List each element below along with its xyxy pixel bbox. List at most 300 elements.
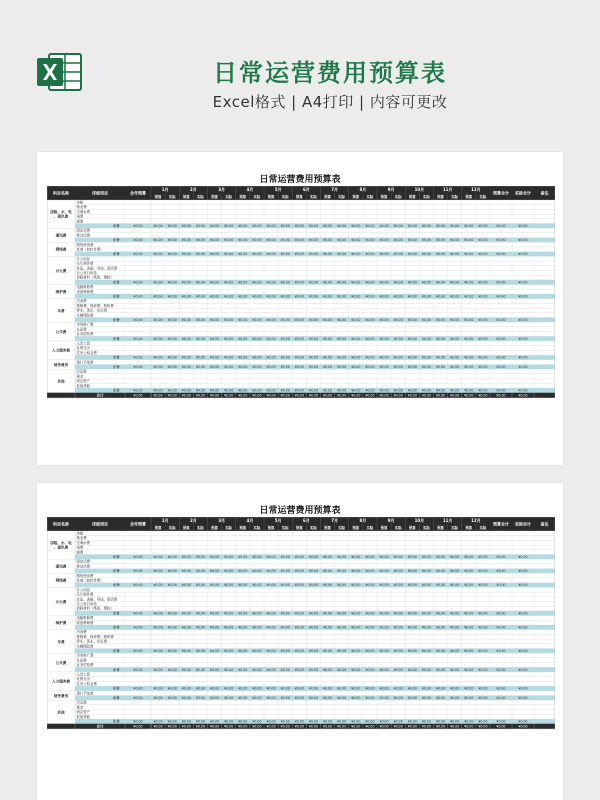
cell-value: ¥0.00 xyxy=(337,696,347,700)
item-label: 住房公积金费 xyxy=(76,350,97,355)
cell-value: ¥0.00 xyxy=(351,388,361,393)
table-row xyxy=(75,379,555,384)
table-row xyxy=(75,639,555,644)
cell-value: ¥0.00 xyxy=(435,318,446,322)
total-value: ¥0.00 xyxy=(496,724,506,729)
total-value: ¥0.00 xyxy=(181,393,191,398)
cell-value: ¥0.00 xyxy=(322,388,333,393)
cell-value: ¥0.00 xyxy=(351,686,361,691)
cell-value: ¥0.00 xyxy=(435,696,446,700)
cell-value: ¥0.00 xyxy=(322,649,333,653)
cell-value: ¥0.00 xyxy=(379,583,389,588)
total-value: ¥0.00 xyxy=(435,724,446,729)
cell-value: ¥0.00 xyxy=(252,280,262,285)
category-label: 、通讯费 xyxy=(53,545,69,550)
cell-value: ¥0.00 xyxy=(450,583,460,588)
header-actual: 实际 xyxy=(253,195,261,199)
cell-value: ¥0.00 xyxy=(337,667,347,672)
cell-value: ¥0.00 xyxy=(280,365,290,369)
total-value: ¥0.00 xyxy=(167,393,177,398)
cell-value: ¥0.00 xyxy=(153,318,163,322)
item-label: 电费 xyxy=(76,545,84,550)
header-month: 7月 xyxy=(331,518,339,523)
cell-value: ¥0.00 xyxy=(496,318,506,322)
cell-value: ¥0.00 xyxy=(224,336,234,341)
header-actual: 实际 xyxy=(479,526,487,530)
table-row xyxy=(75,550,555,555)
header-month: 7月 xyxy=(331,187,339,192)
category-label: 财务费用 xyxy=(53,693,69,698)
cell-value: ¥0.00 xyxy=(337,555,347,559)
table-row xyxy=(75,271,555,276)
cell-value: ¥0.00 xyxy=(421,667,432,672)
cell-value: ¥0.00 xyxy=(238,583,248,588)
cell-value: ¥0.00 xyxy=(238,569,248,574)
cell-value: ¥0.00 xyxy=(266,388,276,393)
table-row xyxy=(75,592,555,597)
cell-value: ¥0.00 xyxy=(224,569,234,574)
cell-value: ¥0.00 xyxy=(195,649,206,653)
cell-value: ¥0.00 xyxy=(478,318,488,322)
spreadsheet-preview-1 xyxy=(37,152,563,465)
total-value: ¥0.00 xyxy=(252,393,262,398)
cell-value: ¥0.00 xyxy=(238,336,248,341)
cell-value: ¥0.00 xyxy=(496,667,506,672)
header-category: 科目名称 xyxy=(53,190,69,196)
cell-value: ¥0.00 xyxy=(379,365,389,369)
cell-value: ¥0.00 xyxy=(133,555,143,559)
cell-value: ¥0.00 xyxy=(351,294,361,299)
cell-value: ¥0.00 xyxy=(379,355,389,360)
header-actual: 实际 xyxy=(168,195,176,199)
cell-value: ¥0.00 xyxy=(238,252,248,257)
item-label: 固定话费 xyxy=(76,559,91,564)
table-row xyxy=(75,644,555,649)
header-note: 备注 xyxy=(540,190,549,196)
header-budget: 预算 xyxy=(380,195,388,199)
cell-value: ¥0.00 xyxy=(478,719,488,724)
total-value: ¥0.00 xyxy=(337,724,347,729)
header-month: 12月 xyxy=(471,187,481,192)
cell-value: ¥0.00 xyxy=(153,649,163,653)
table-row xyxy=(75,691,555,696)
cell-value: ¥0.00 xyxy=(478,625,488,630)
cell-value: ¥0.00 xyxy=(209,252,220,257)
cell-value: ¥0.00 xyxy=(308,365,319,369)
table-row xyxy=(75,672,555,677)
total-value: ¥0.00 xyxy=(518,724,528,729)
item-label: 车辆保险费 xyxy=(76,644,94,649)
total-value: ¥0.00 xyxy=(322,393,333,398)
cell-value: ¥0.00 xyxy=(393,583,403,588)
cell-value: ¥0.00 xyxy=(518,569,528,574)
cell-value: ¥0.00 xyxy=(280,667,290,672)
header-budget: 预算 xyxy=(267,526,275,530)
excel-logo-icon xyxy=(35,50,83,94)
table-row xyxy=(75,332,555,337)
item-label: 汽油费 xyxy=(76,630,87,635)
cell-value: ¥0.00 xyxy=(195,719,206,724)
cell-value: ¥0.00 xyxy=(195,318,206,322)
item-label: 其他（如软件费） xyxy=(76,578,104,583)
cell-value: ¥0.00 xyxy=(464,294,474,299)
item-label: 暖费 xyxy=(76,550,84,555)
cell-value: ¥0.00 xyxy=(308,649,319,653)
item-label: 税金 xyxy=(76,374,84,379)
subtotal-label: 小计 xyxy=(113,224,120,228)
cell-value: ¥0.00 xyxy=(496,252,506,257)
cell-value: ¥0.00 xyxy=(365,569,375,574)
total-value: ¥0.00 xyxy=(351,724,361,729)
cell-value: ¥0.00 xyxy=(393,719,403,724)
cell-value: ¥0.00 xyxy=(252,719,262,724)
total-value: ¥0.00 xyxy=(379,393,389,398)
cell-value: ¥0.00 xyxy=(421,611,432,616)
cell-value: ¥0.00 xyxy=(280,611,290,616)
item-label: 房租 xyxy=(76,531,84,536)
cell-value: ¥0.00 xyxy=(209,388,220,393)
total-value: ¥0.00 xyxy=(266,724,276,729)
cell-value: ¥0.00 xyxy=(252,252,262,257)
item-label: 低值易耗 xyxy=(76,714,91,719)
cell-value: ¥0.00 xyxy=(181,318,191,322)
table-row xyxy=(75,350,555,355)
table-row xyxy=(75,634,555,639)
cell-value: ¥0.00 xyxy=(238,611,248,616)
header-actual: 实际 xyxy=(225,526,233,530)
cell-value: ¥0.00 xyxy=(308,294,319,299)
cell-value: ¥0.00 xyxy=(393,388,403,393)
subtotal-label: 小计 xyxy=(113,583,120,588)
cell-value: ¥0.00 xyxy=(393,667,403,672)
cell-value: ¥0.00 xyxy=(322,355,333,360)
cell-value: ¥0.00 xyxy=(351,625,361,630)
item-label: 消耗材料（纸张、墨粉） xyxy=(76,606,114,611)
total-value: ¥0.00 xyxy=(450,724,460,729)
cell-value: ¥0.00 xyxy=(280,238,290,243)
subtotal-label: 小计 xyxy=(113,280,120,285)
cell-value: ¥0.00 xyxy=(252,336,262,341)
item-label: 物业费 xyxy=(76,536,87,541)
cell-value: ¥0.00 xyxy=(435,719,446,724)
cell-value: ¥0.00 xyxy=(351,583,361,588)
table-row xyxy=(75,299,555,304)
cell-value: ¥0.00 xyxy=(238,388,248,393)
cell-value: ¥0.00 xyxy=(393,696,403,700)
cell-value: ¥0.00 xyxy=(153,355,163,360)
cell-value: ¥0.00 xyxy=(280,252,290,257)
table-row xyxy=(75,346,555,351)
cell-value: ¥0.00 xyxy=(478,649,488,653)
cell-value: ¥0.00 xyxy=(266,355,276,360)
header-month: 3月 xyxy=(218,518,226,523)
cell-value: ¥0.00 xyxy=(280,686,290,691)
header-month: 9月 xyxy=(387,187,395,192)
cell-value: ¥0.00 xyxy=(167,719,177,724)
item-label: 维修费、保养费、路桥费 xyxy=(76,303,114,308)
cell-value: ¥0.00 xyxy=(294,355,304,360)
table-row xyxy=(75,205,555,210)
cell-value: ¥0.00 xyxy=(365,611,375,616)
cell-value: ¥0.00 xyxy=(209,667,220,672)
category-label: 房租、水、电 xyxy=(50,210,72,215)
item-label: 市场推广费 xyxy=(76,322,94,327)
item-label: 车辆保险费 xyxy=(76,313,94,318)
header-budget: 预算 xyxy=(408,195,416,199)
cell-value: ¥0.00 xyxy=(518,649,528,653)
cell-value: ¥0.00 xyxy=(450,719,460,724)
cell-value: ¥0.00 xyxy=(238,318,248,322)
cell-value: ¥0.00 xyxy=(195,696,206,700)
cell-value: ¥0.00 xyxy=(133,365,143,369)
table-row xyxy=(75,200,555,205)
category-label: 、通讯费 xyxy=(53,214,69,219)
cell-value: ¥0.00 xyxy=(167,238,177,243)
table-row xyxy=(75,360,555,365)
cell-value: ¥0.00 xyxy=(322,667,333,672)
cell-value: ¥0.00 xyxy=(224,294,234,299)
table-row xyxy=(75,663,555,668)
cell-value: ¥0.00 xyxy=(393,318,403,322)
table-row xyxy=(75,341,555,346)
cell-value: ¥0.00 xyxy=(252,583,262,588)
cell-value: ¥0.00 xyxy=(450,649,460,653)
table-row xyxy=(75,275,555,280)
total-value: ¥0.00 xyxy=(195,724,206,729)
cell-value: ¥0.00 xyxy=(308,280,319,285)
cell-value: ¥0.00 xyxy=(496,649,506,653)
table-row xyxy=(75,714,555,719)
cell-value: ¥0.00 xyxy=(518,388,528,393)
item-label: 市场推广费 xyxy=(76,653,94,658)
table-row xyxy=(75,616,555,621)
item-label: 设备维修费 xyxy=(76,620,94,625)
cell-value: ¥0.00 xyxy=(407,252,417,257)
cell-value: ¥0.00 xyxy=(133,388,143,393)
table-row xyxy=(75,653,555,658)
cell-value: ¥0.00 xyxy=(435,252,446,257)
subtotal-label: 小计 xyxy=(113,355,120,360)
cell-value: ¥0.00 xyxy=(421,569,432,574)
cell-value: ¥0.00 xyxy=(224,252,234,257)
header-budget: 预算 xyxy=(182,195,190,199)
subtotal-label: 小计 xyxy=(113,238,120,243)
subtotal-label: 小计 xyxy=(113,719,120,724)
cell-value: ¥0.00 xyxy=(365,583,375,588)
header-budget: 预算 xyxy=(154,195,162,199)
cell-value: ¥0.00 xyxy=(209,569,220,574)
cell-value: ¥0.00 xyxy=(365,355,375,360)
cell-value: ¥0.00 xyxy=(294,611,304,616)
cell-value: ¥0.00 xyxy=(294,280,304,285)
cell-value: ¥0.00 xyxy=(133,318,143,322)
cell-value: ¥0.00 xyxy=(181,667,191,672)
cell-value: ¥0.00 xyxy=(464,583,474,588)
total-value: ¥0.00 xyxy=(450,393,460,398)
cell-value: ¥0.00 xyxy=(252,318,262,322)
cell-value: ¥0.00 xyxy=(407,719,417,724)
total-value: ¥0.00 xyxy=(308,393,319,398)
header-actual: 实际 xyxy=(394,526,402,530)
cell-value: ¥0.00 xyxy=(308,388,319,393)
cell-value: ¥0.00 xyxy=(435,625,446,630)
header-month: 1月 xyxy=(161,518,169,523)
subtotal-label: 小计 xyxy=(113,336,120,341)
cell-value: ¥0.00 xyxy=(280,388,290,393)
cell-value: ¥0.00 xyxy=(496,569,506,574)
cell-value: ¥0.00 xyxy=(393,294,403,299)
cell-value: ¥0.00 xyxy=(195,555,206,559)
cell-value: ¥0.00 xyxy=(280,649,290,653)
cell-value: ¥0.00 xyxy=(266,719,276,724)
cell-value: ¥0.00 xyxy=(209,355,220,360)
cell-value: ¥0.00 xyxy=(450,611,460,616)
cell-value: ¥0.00 xyxy=(252,696,262,700)
cell-value: ¥0.00 xyxy=(379,280,389,285)
cell-value: ¥0.00 xyxy=(266,625,276,630)
category-label: 办公费 xyxy=(55,599,67,604)
cell-value: ¥0.00 xyxy=(252,611,262,616)
cell-value: ¥0.00 xyxy=(478,336,488,341)
cell-value: ¥0.00 xyxy=(337,336,347,341)
table-row xyxy=(75,658,555,663)
cell-value: ¥0.00 xyxy=(337,719,347,724)
cell-value: ¥0.00 xyxy=(407,686,417,691)
cell-value: ¥0.00 xyxy=(496,365,506,369)
cell-value: ¥0.00 xyxy=(518,555,528,559)
header-month: 4月 xyxy=(246,518,254,523)
category-label: 通讯费 xyxy=(55,564,67,569)
cell-value: ¥0.00 xyxy=(153,238,163,243)
total-value: ¥0.00 xyxy=(464,724,474,729)
cell-value: ¥0.00 xyxy=(337,388,347,393)
cell-value: ¥0.00 xyxy=(294,224,304,228)
cell-value: ¥0.00 xyxy=(407,355,417,360)
cell-value: ¥0.00 xyxy=(238,294,248,299)
cell-value: ¥0.00 xyxy=(478,569,488,574)
header-budget: 预算 xyxy=(352,195,360,199)
header-note: 备注 xyxy=(540,521,549,527)
cell-value: ¥0.00 xyxy=(181,365,191,369)
cell-value: ¥0.00 xyxy=(421,365,432,369)
cell-value: ¥0.00 xyxy=(322,318,333,322)
total-value: ¥0.00 xyxy=(322,724,333,729)
total-value: ¥0.00 xyxy=(195,393,206,398)
subtotal-label: 小计 xyxy=(113,365,120,369)
cell-value: ¥0.00 xyxy=(133,569,143,574)
table-row xyxy=(75,266,555,271)
cell-value: ¥0.00 xyxy=(435,611,446,616)
cell-value: ¥0.00 xyxy=(518,625,528,630)
total-value: ¥0.00 xyxy=(224,724,234,729)
cell-value: ¥0.00 xyxy=(153,252,163,257)
cell-value: ¥0.00 xyxy=(167,336,177,341)
item-label: 维修费、保养费、路桥费 xyxy=(76,634,114,639)
cell-value: ¥0.00 xyxy=(167,625,177,630)
total-value: ¥0.00 xyxy=(365,393,375,398)
cell-value: ¥0.00 xyxy=(379,238,389,243)
header-actual: 实际 xyxy=(310,526,317,530)
cell-value: ¥0.00 xyxy=(224,555,234,559)
cell-value: ¥0.00 xyxy=(450,355,460,360)
cell-value: ¥0.00 xyxy=(224,365,234,369)
cell-value: ¥0.00 xyxy=(464,611,474,616)
cell-value: ¥0.00 xyxy=(294,625,304,630)
cell-value: ¥0.00 xyxy=(435,388,446,393)
cell-value: ¥0.00 xyxy=(153,696,163,700)
cell-value: ¥0.00 xyxy=(224,696,234,700)
cell-value: ¥0.00 xyxy=(407,294,417,299)
cell-value: ¥0.00 xyxy=(407,625,417,630)
cell-value: ¥0.00 xyxy=(266,294,276,299)
cell-value: ¥0.00 xyxy=(351,238,361,243)
cell-value: ¥0.00 xyxy=(167,355,177,360)
cell-value: ¥0.00 xyxy=(450,224,460,228)
header-actual: 实际 xyxy=(366,526,374,530)
cell-value: ¥0.00 xyxy=(351,667,361,672)
cell-value: ¥0.00 xyxy=(450,686,460,691)
cell-value: ¥0.00 xyxy=(294,686,304,691)
cell-value: ¥0.00 xyxy=(365,224,375,228)
cell-value: ¥0.00 xyxy=(294,294,304,299)
cell-value: ¥0.00 xyxy=(496,625,506,630)
cell-value: ¥0.00 xyxy=(496,280,506,285)
table-row xyxy=(75,308,555,313)
total-value: ¥0.00 xyxy=(393,393,403,398)
cell-value: ¥0.00 xyxy=(518,294,528,299)
header-month: 1月 xyxy=(161,187,169,192)
table-row xyxy=(75,313,555,318)
cell-value: ¥0.00 xyxy=(365,336,375,341)
table-row xyxy=(75,289,555,294)
category-label: 其他 xyxy=(57,379,65,384)
header-month: 11月 xyxy=(442,187,453,192)
table-row xyxy=(75,597,555,602)
cell-value: ¥0.00 xyxy=(308,224,319,228)
cell-value: ¥0.00 xyxy=(280,696,290,700)
cell-value: ¥0.00 xyxy=(238,238,248,243)
cell-value: ¥0.00 xyxy=(478,696,488,700)
cell-value: ¥0.00 xyxy=(518,686,528,691)
item-label: 移动话费 xyxy=(76,564,91,569)
cell-value: ¥0.00 xyxy=(167,611,177,616)
cell-value: ¥0.00 xyxy=(280,719,290,724)
cell-value: ¥0.00 xyxy=(308,252,319,257)
cell-value: ¥0.00 xyxy=(224,649,234,653)
cell-value: ¥0.00 xyxy=(407,583,417,588)
cell-value: ¥0.00 xyxy=(224,355,234,360)
cell-value: ¥0.00 xyxy=(435,238,446,243)
total-value: ¥0.00 xyxy=(496,393,506,398)
cell-value: ¥0.00 xyxy=(464,388,474,393)
subtotal-label: 小计 xyxy=(113,649,120,653)
cell-value: ¥0.00 xyxy=(518,583,528,588)
cell-value: ¥0.00 xyxy=(238,224,248,228)
total-value: ¥0.00 xyxy=(224,393,234,398)
cell-value: ¥0.00 xyxy=(379,696,389,700)
category-label: 房租、水、电 xyxy=(50,541,72,546)
cell-value: ¥0.00 xyxy=(478,667,488,672)
table-row xyxy=(75,531,555,536)
cell-value: ¥0.00 xyxy=(224,583,234,588)
table-row xyxy=(75,228,555,233)
cell-value: ¥0.00 xyxy=(209,294,220,299)
cell-value: ¥0.00 xyxy=(153,667,163,672)
table-row xyxy=(75,303,555,308)
header-actual: 实际 xyxy=(423,195,430,199)
cell-value: ¥0.00 xyxy=(407,336,417,341)
cell-value: ¥0.00 xyxy=(351,280,361,285)
